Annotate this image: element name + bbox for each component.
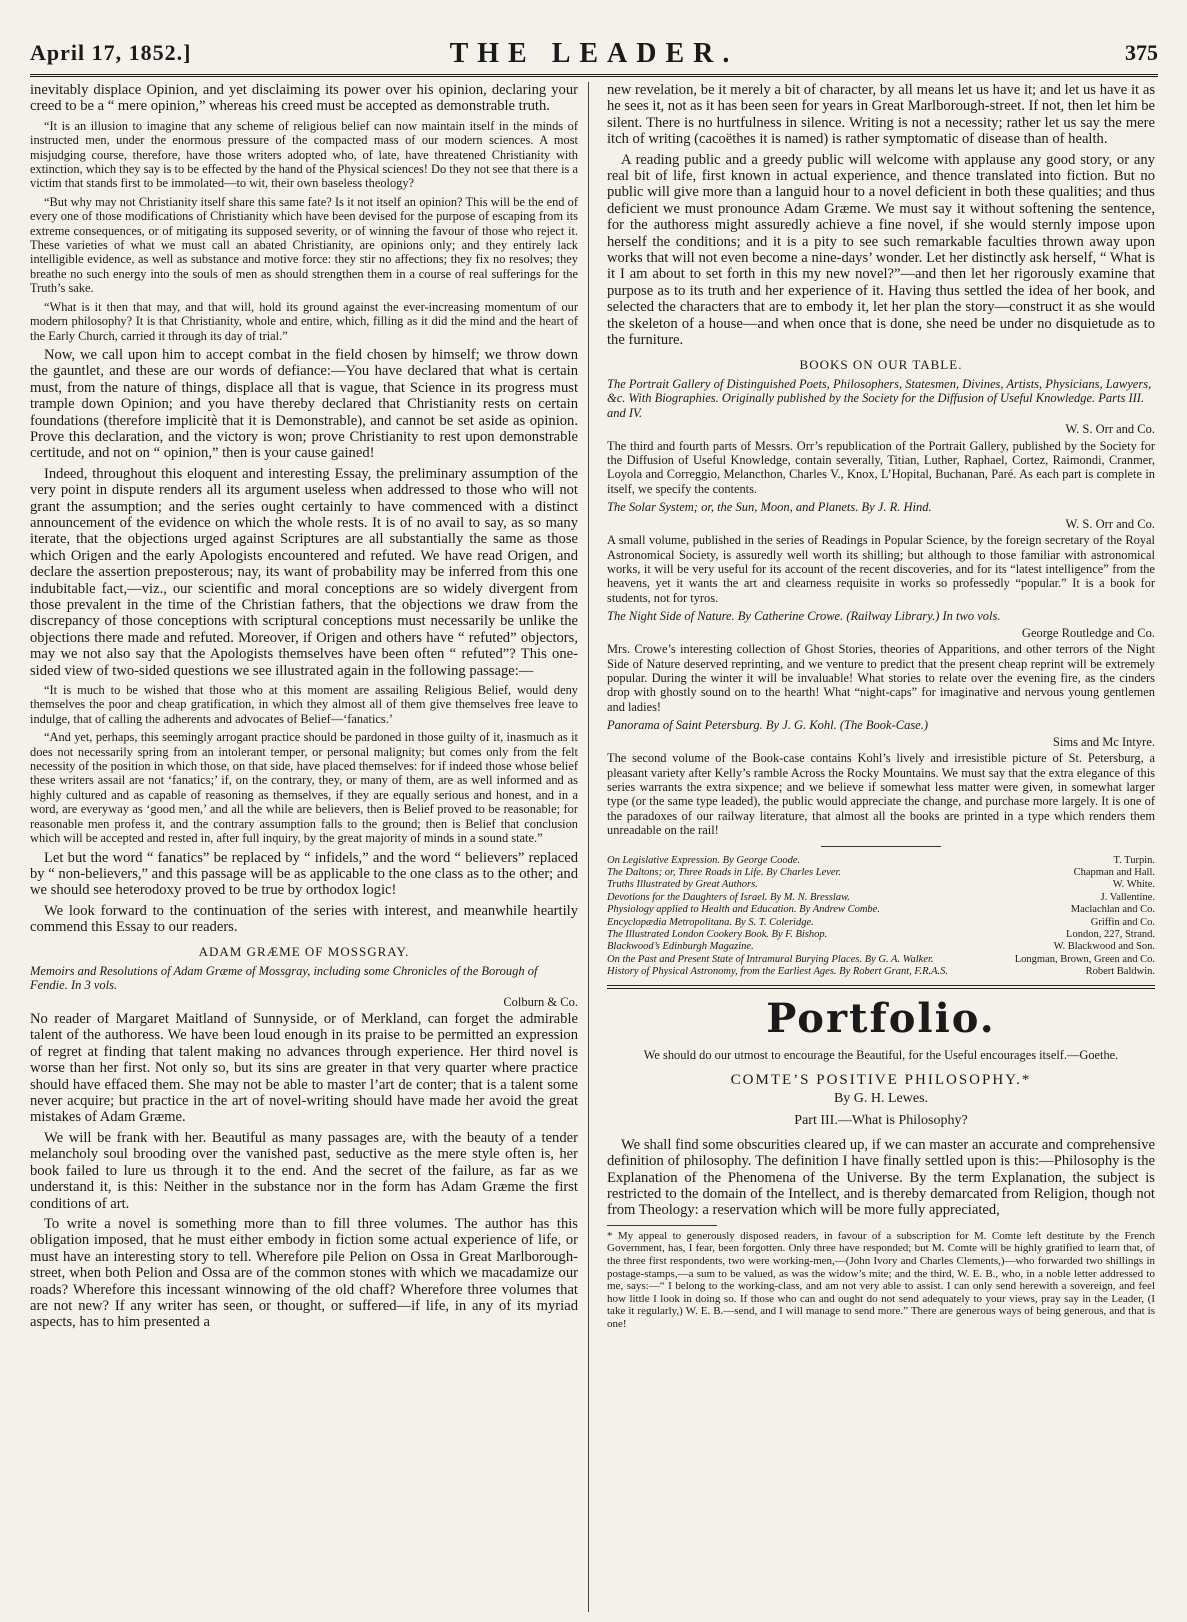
list-item: On the Past and Present State of Intramural Burying Places. By G. A. Walker. Longman, Brown, Green and Co.: [607, 953, 1155, 965]
quoted-paragraph: “What is it then that may, and that will, hold its ground against the ever-increasing momentum of our modern philosophy? It is that Christianity, whole and entire, which, filling as it did the mind and the heart of the Early Church, carried it through its day of trial.”: [30, 299, 578, 343]
book-notice-publisher: George Routledge and Co.: [1021, 625, 1155, 640]
book-notice-text: A small volume, published in the series of Readings in Popular Science, by the foreign secretary of the Royal Astronomical Society, is assuredly well worth its shilling; but although to those familiar with astronomical works, it will be very useful for its account of the recent discoveries, and for its “latest intelligence” from the heavens, yet it wants the art and clearness requisite in works so professedly “popular.” It is a book for students, not for tyros.: [607, 533, 1155, 605]
paragraph: To write a novel is something more than to fill three volumes. The author has this obligation imposed, that he must either embody in fiction some actual experience of life, or must have an interesting story to tell. Wherefore pile Pelion on Ossa in Great Marlborough-street, when both Pelion and Ossa are of the common stones with which we macadamize our roads? Wherefore this incessant winnowing of the old chaff? Wherefore three volumes that are not new? If any writer has seen, or thought, or suffered—if life, in any of its myriad aspects, has to him presented a: [30, 1215, 578, 1331]
article-title: COMTE’S POSITIVE PHILOSOPHY.*: [730, 1071, 1032, 1088]
paragraph: No reader of Margaret Maitland of Sunnyside, or of Merkland, can forget the admirable talent of the authoress. We have been loud enough in its praise to be permitted an expression of regret at finding that talent making no advances through experience. Her third novel is worse than her first. Not only so, but its sins are greater in that very quarter where practice should have effaced them. She may not be able to master l’art de conter; that is a talent some never acquire; but practice in the art of novel-writing should have made her avoid the great mistakes of Adam Græme.: [30, 1011, 578, 1126]
footnote-rule: [607, 1225, 717, 1226]
book-notice-publisher: W. S. Orr and Co.: [1065, 516, 1155, 531]
section-rule: [607, 985, 1155, 989]
book-notice-title: Panorama of Saint Petersburg. By J. G. Kohl. (The Book-Case.): [607, 718, 929, 733]
quoted-paragraph: “It is an illusion to imagine that any scheme of religious belief can now maintain itself in the minds of instructed men, under the enormous pressure of the compacted mass of our modern sciences. A most misjudging course, therefore, have those writers adopted who, of late, have threatened Christianity with extinction, which they say is to be effected by the hand of the Physical sciences! Do they not see that there is a victim that stands first to be immolated—to wit, their own baseless theology?: [30, 118, 578, 191]
book-notice-title: The Night Side of Nature. By Catherine Crowe. (Railway Library.) In two vols.: [607, 609, 1001, 624]
review-publisher: Colburn & Co.: [503, 994, 578, 1009]
book-notice-text: Mrs. Crowe’s interesting collection of Ghost Stories, theories of Apparitions, and other terrors of the Night Side of Nature deserved reprinting, and we venture to predict that the present cheap reprint will be extremely popular. During the winter it will be invaluable! What stories to relate over the evening fire, as the cinders drop with ghostly sound on to the hearth! What “night-caps” for imaginative and nervous young gentlemen and ladies!: [607, 642, 1155, 714]
paragraph: We will be frank with her. Beautiful as many passages are, with the beauty of a tender melancholy soul brooding over the vanished past, seductive as the mere style often is, her book failed to lure us through it to the end. And the secret of the failure, as far as we understand it, is this: Neither in the substance nor in the form has Adam Græme the first conditions of art.: [30, 1129, 578, 1212]
book-notice-publisher: W. S. Orr and Co.: [1065, 422, 1155, 436]
issue-date: April 17, 1852.]: [30, 40, 192, 65]
paragraph: new revelation, be it merely a bit of character, by all means let us have it; and let us have it as he sees it, not as it has been seen for years in Great Marlborough-street. If not, then let him be silent. There is no hurtfulness in silence. Writing is not a necessity; rather let us say the mere itch of writing (cacoëthes it is named) is rather symptomatic of disease than of health.: [607, 82, 1155, 148]
section-divider: [821, 846, 941, 847]
book-notice-text: The third and fourth parts of Messrs. Orr’s republication of the Portrait Gallery, published by the Society for the Diffusion of Useful Knowledge, contain severally, Titian, Luther, Raphael, Cortez, Raimondi, Cranmer, Loyola and Correggio, Melancthon, Charles V., Knox, L’Hopital, Buchanan, Paré. As each part is complete in itself, we specify the contents.: [607, 438, 1155, 496]
quoted-paragraph: “But why may not Christianity itself share this same fate? Is it not itself an opinion? This will be the end of every one of those modifications of Christianity which have been devised for the purpose of escaping from its extreme consequences, or of mitigating its supposed severity, or of winning the favour of those who reject it. These varieties of what we must call an abated Christianity, are opinions only; and they entirely lack intelligible evidence, as well as substance and motive force: they stir no affections; they fix no resolves; they breathe no such energy into the souls of men as should strengthen them in a course of real sufferings for the Truth’s sake.: [30, 194, 578, 296]
left-column: [30, 82, 578, 1612]
book-notice-title: The Portrait Gallery of Distinguished Poets, Philosophers, Statesmen, Divines, Artists, Physicians, Lawyers, &c. With Biographies. Originally published by the Society for the Diffusion of Useful Knowledge. Parts III. and IV.: [607, 376, 1152, 420]
footnote: * My appeal to generously disposed readers, in favour of a subscription for M. Comte left destitute by the French Government, has, I fear, been forgotten. Only three have responded; but M. Comte will be highly gratified to learn that, of the three first respondents, two were working-men,—(John Ivory and Charles Clements,)—who forwarded two shillings in postage-stamps,—a sum to be valued, as was the widow’s mite; and the third, W. E. B., who, in a noble letter addressed to me, says:—“ I belong to the working-class, and am not very able to assist. I can only send herewith a sovereign, and feel how little I look in doing so. If those who can and ought do not send adequately to your views, pray say in the Leader, (I take it regularly,) W. E. B.—send, and I will manage to send more.” There are generous ways of being generous, and that is one!: [607, 1229, 1155, 1330]
newspaper-title: THE LEADER.: [449, 38, 739, 69]
quoted-paragraph: “It is much to be wished that those who at this moment are assailing Religious Belief, would deny themselves the poor and cheap gratification, in which they almost all of them give themselves free leave to indulge, that of calling the adherents and advocates of Belief—‘fanatics.’: [30, 683, 578, 726]
review-book-title: Memoirs and Resolutions of Adam Græme of Mossgray, including some Chronicles of the Borough of Fendie. In 3 vols.: [30, 963, 538, 993]
masthead: [30, 38, 1158, 77]
review-heading: ADAM GRÆME OF MOSSGRAY.: [198, 943, 410, 959]
paragraph: We shall find some obscurities cleared up, if we can master an accurate and comprehensive definition of philosophy. The definition I have finally settled upon is this:—Philosophy is the Explanation of the Phenomena of the Universe. By the term Explanation, the subject is restricted to the domain of the Intellect, and is thereby demarcated from Religion, though not from Theology: a reservation which will be more fully appreciated,: [607, 1136, 1155, 1219]
quoted-paragraph: “And yet, perhaps, this seemingly arrogant practice should be pardoned in those guilty of it, inasmuch as it does not necessarily spring from an intolerant temper, or personal malignity; but comes only from the felt necessity of the position in which those, on that side, have placed themselves: for if indeed those whose belief these writers assail are not ‘fanatics;’ if, on the contrary, they, or many of them, are as well informed and as highly cultured and as capable of reasoning as themselves, if they are equally serious and honest, and in a word, are everyway as ‘good men,’ and all the while are believers, then is Belief proved to be reasonable; for reasonable men profess it, and the contrary assumption falls to the ground; then is Belief that conclusion which will be accepted and rested in, after full inquiry, by the great majority of minds in a sound state.”: [30, 730, 578, 846]
list-item: Physiology applied to Health and Education. By Andrew Combe. Maclachlan and Co.: [607, 904, 1155, 916]
list-item: Encyclopædia Metropolitana. By S. T. Coleridge. Griffin and Co.: [607, 916, 1155, 928]
paragraph: Let but the word “ fanatics” be replaced by “ infidels,” and the word “ believers” replaced by “ non-believers,” and this passage will be as applicable to the one class as to the other; and we should see heterodoxy proved to be true by orthodox logic!: [30, 849, 578, 899]
book-notice-text: The second volume of the Book-case contains Kohl’s lively and irresistible picture of St. Petersburg, a pleasant variety after Kelly’s ramble Across the Rocky Mountains. We must say that the extra elegance of this series warrants the extra sixpence; and we believe if somewhat less matter were given, in somewhat larger type (or the same type leaded), the public would appreciate the change, and purchase more largely. It is one of the paradoxes of our railway literature, that almost all the books are printed in a type which renders them unreadable on the rail!: [607, 751, 1155, 838]
list-item: The Daltons; or, Three Roads in Life. By Charles Lever. Chapman and Hall.: [607, 867, 1155, 879]
book-notice-publisher: Sims and Mc Intyre.: [1052, 734, 1155, 749]
portfolio-epigraph: We should do our utmost to encourage the Beautiful, for the Useful encourages itself.—Goethe.: [643, 1047, 1119, 1062]
column-divider: [588, 82, 589, 1612]
portfolio-heading: Portfolio.: [766, 994, 996, 1042]
list-item: On Legislative Expression. By George Coode. T. Turpin.: [607, 854, 1155, 866]
book-notice-title: The Solar System; or, the Sun, Moon, and Planets. By J. R. Hind.: [607, 500, 932, 515]
list-item: History of Physical Astronomy, from the Earliest Ages. By Robert Grant, F.R.A.S. Robert Baldwin.: [607, 966, 1155, 978]
list-item: Truths Illustrated by Great Authors. W. White.: [607, 879, 1155, 891]
paragraph: A reading public and a greedy public will welcome with applause any good story, or any real bit of life, first known in actual experience, and thence translated into fiction. But no public will give more than a languid hour to a novel deficient in both these qualities; and thus deficient we must pronounce Adam Græme. We must say it without softening the sentence, for the authoress might assuredly achieve a fine novel, if she would sternly impose upon herself the conditions; and it is a pity to see such remarkable faculties thrown away upon works that will not even become a nine-days’ wonder. Let her distinctly ask herself, “ What is it I am about to set forth in this my new novel?”—and then let her rigorously examine that purpose as to its truth and her experience of it. Having thus settled the idea of her book, and selected the characters that are to embody it, let her plan the story—construct it as she would the skeleton of a house—and when once that is done, she need be under no disquietude as to the furniture.: [607, 151, 1155, 349]
paragraph: Indeed, throughout this eloquent and interesting Essay, the preliminary assumption of the very point in dispute renders all its argument useless when addressed to those who will not grant the assumption; and the series ought certainly to have commenced with a distinct announcement of the evidence on which the whole rests. It is of no avail to say, as so many iterate, that the objections urged against Scriptures are all substantially the same as those which Origen and the early Apologists encountered and refuted. We have read Origen, and declare the assertion preposterous; nay, its want of probability may be inferred from this one indubitable fact,—viz., our scientific and moral conceptions are so widely divergent from those prevalent in the time of the Christian fathers, that the objections we draw from the discrepancy of those conceptions with scriptural conceptions must necessarily be unlike the objections there made and refuted. Moreover, if Origen and others have “ refuted” objectors, may we not also say that the Apologists themselves have been often “ refuted”? This one-sided view of two-sided questions we see illustrated again in the following passage:—: [30, 465, 578, 679]
paragraph: Now, we call upon him to accept combat in the field chosen by himself; we throw down the gauntlet, and these are our words of defiance:—You have declared that what is certain must, from the nature of things, displace all that is vague, that Science in its progress must trample down Opinion; and you have thereby declared that Christianity rests on certain foundations (therefore implicitè that it is Demonstrable), and cannot be set aside as opinion. Prove this declaration, and the victory is won; prove Christianity to rest upon demonstrable certitude, and not on “ opinion,” then is your cause gained!: [30, 346, 578, 462]
list-item: The Illustrated London Cookery Book. By F. Bishop. London, 227, Strand.: [607, 929, 1155, 941]
paragraph: We look forward to the continuation of the series with interest, and meanwhile heartily commend this Essay to our readers.: [30, 902, 578, 936]
paragraph: inevitably displace Opinion, and yet disclaiming its power over his opinion, declaring your creed to be a “ mere opinion,” whereas his creed must be accepted as demonstrable truth.: [30, 82, 578, 115]
right-column: [607, 82, 1155, 1612]
article-part-heading: Part III.—What is Philosophy?: [794, 1112, 968, 1128]
books-received-list: [607, 855, 1155, 979]
list-item: Blackwood’s Edinburgh Magazine. W. Blackwood and Son.: [607, 941, 1155, 953]
list-item: Devotions for the Daughters of Israel. By M. N. Bresslaw. J. Vallentine.: [607, 891, 1155, 903]
books-on-our-table-heading: BOOKS ON OUR TABLE.: [799, 356, 963, 372]
page-number: 375: [1125, 40, 1158, 65]
article-author: By G. H. Lewes.: [833, 1090, 929, 1106]
